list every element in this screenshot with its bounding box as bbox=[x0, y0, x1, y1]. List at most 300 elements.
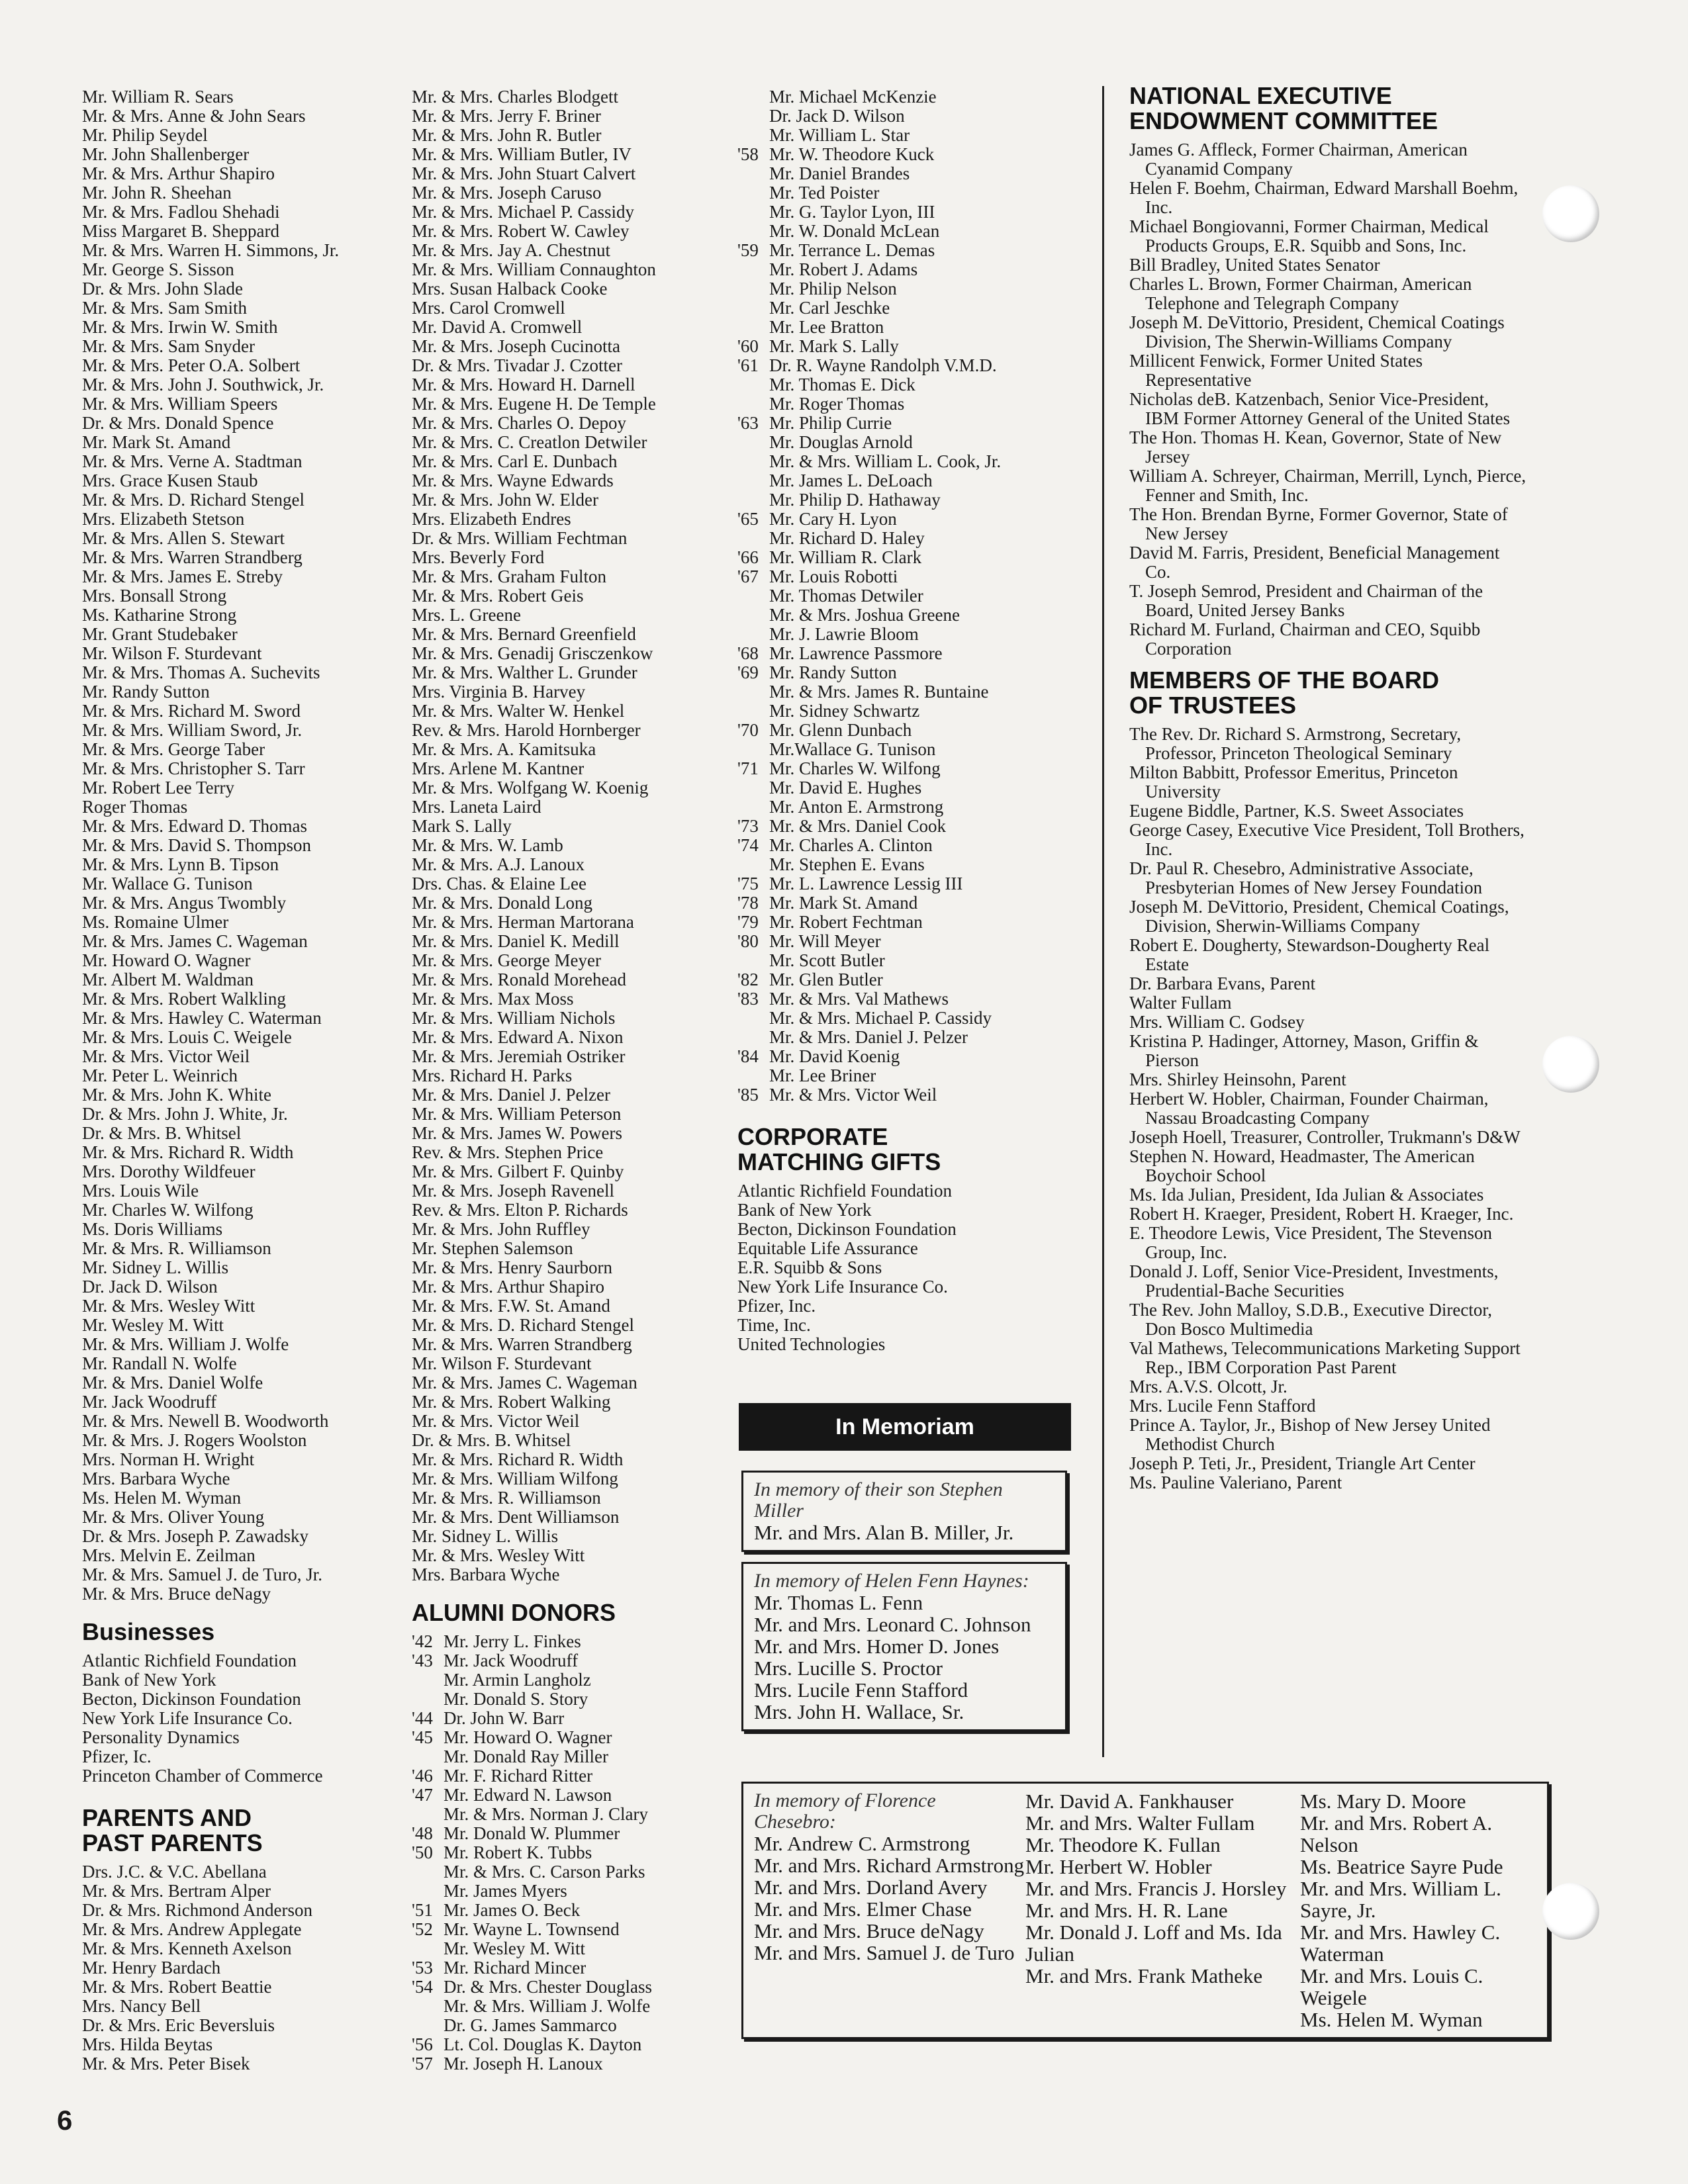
list-item: Mr. & Mrs. Charles Blodgett bbox=[412, 87, 618, 107]
alumni-item bbox=[737, 625, 1082, 644]
memorial-name: Mr. and Mrs. Dorland Avery bbox=[754, 1876, 988, 1899]
alumni-name: Mr. Robert Fechtman bbox=[769, 912, 923, 932]
list-item: Equitable Life Assurance bbox=[737, 1238, 918, 1258]
alumni-item bbox=[737, 817, 1082, 836]
memorial-name: Mr. and Mrs. Richard Armstrong bbox=[754, 1854, 1025, 1877]
memorial-name: Mr. and Mrs. Homer D. Jones bbox=[754, 1635, 1000, 1658]
list-item: Helen F. Boehm, Chairman, Edward Marshall Boehm, Inc. bbox=[1129, 178, 1519, 217]
memorial-names bbox=[754, 1522, 1055, 1543]
list-item: Mr. & Mrs. R. Williamson bbox=[412, 1488, 601, 1508]
alumni-name: Mr. & Mrs. James R. Buntaine bbox=[769, 682, 989, 702]
alumni-item bbox=[737, 893, 1082, 913]
class-year: '42 bbox=[412, 1631, 433, 1651]
alumni-name: Mr. Sidney Schwartz bbox=[769, 701, 920, 721]
list-item: Mr. & Mrs. Bernard Greenfield bbox=[412, 624, 636, 644]
list-item: Dr. & Mrs. John J. White, Jr. bbox=[82, 1104, 288, 1124]
alumni-name: Mr. Glen Butler bbox=[769, 970, 883, 989]
list-item: Robert E. Dougherty, Stewardson-Dougherty Real Estate bbox=[1129, 935, 1490, 974]
list-item: Mrs. Arlene M. Kantner bbox=[412, 758, 585, 778]
list-item: United Technologies bbox=[737, 1334, 886, 1354]
list-item: Dr. & Mrs. John Slade bbox=[82, 279, 243, 298]
list-item: Mr. Peter L. Weinrich bbox=[82, 1066, 238, 1085]
businesses-list bbox=[82, 1651, 400, 1786]
list-item: Mr. Albert M. Waldman bbox=[82, 970, 254, 989]
list-item: Becton, Dickinson Foundation bbox=[737, 1219, 957, 1239]
alumni-item bbox=[737, 836, 1082, 855]
list-item: Mrs. Elizabeth Stetson bbox=[82, 509, 245, 529]
alumni-item bbox=[737, 490, 1082, 510]
parents-heading bbox=[82, 1805, 400, 1856]
memorial-name: Mr. and Mrs. H. R. Lane bbox=[1025, 1899, 1228, 1922]
memorial-name: Mr. and Mrs. Francis J. Horsley bbox=[1025, 1877, 1287, 1900]
list-item: James G. Affleck, Former Chairman, American Cyanamid Company bbox=[1129, 140, 1468, 179]
list-item: Joseph Hoell, Treasurer, Controller, Trukmann's D&W bbox=[1129, 1127, 1521, 1147]
list-item: Mrs. Dorothy Wildfeuer bbox=[82, 1161, 256, 1181]
list-item: Mr. & Mrs. W. Lamb bbox=[412, 835, 563, 855]
list-item: Mr. & Mrs. Peter O.A. Solbert bbox=[82, 355, 301, 375]
parents-heading-line-1: PARENTS AND bbox=[82, 1804, 252, 1831]
memorial-names bbox=[1025, 1790, 1300, 2030]
alumni-name: Dr. R. Wayne Randolph V.M.D. bbox=[769, 355, 997, 375]
memorial-name: Mr. David A. Fankhauser bbox=[1025, 1790, 1234, 1813]
list-item: Mr. & Mrs. William Sword, Jr. bbox=[82, 720, 303, 740]
list-item: Mr. & Mrs. Bertram Alper bbox=[82, 1881, 271, 1901]
alumni-item bbox=[412, 1958, 729, 1978]
alumni-name: Mr. Stephen E. Evans bbox=[769, 854, 925, 874]
alumni-list bbox=[737, 87, 1082, 1105]
alumni-item bbox=[412, 1939, 729, 1958]
alumni-item bbox=[737, 740, 1082, 759]
list-item: Mrs. Melvin E. Zeilman bbox=[82, 1545, 256, 1565]
list-item: Charles L. Brown, Former Chairman, American Telephone and Telegraph Company bbox=[1129, 274, 1472, 313]
alumni-item bbox=[737, 241, 1082, 260]
list-item: Mrs. Hilda Beytas bbox=[82, 2034, 213, 2054]
list-item: Pfizer, Inc. bbox=[737, 1296, 816, 1316]
list-item: Walter Fullam bbox=[1129, 993, 1232, 1013]
nec-heading bbox=[1129, 83, 1526, 134]
alumni-name: Mr. David E. Hughes bbox=[769, 778, 922, 797]
list-item: Mr. & Mrs. Graham Fulton bbox=[412, 567, 606, 586]
alumni-item bbox=[737, 644, 1082, 663]
list-item: Mr. Grant Studebaker bbox=[82, 624, 238, 644]
class-year: '82 bbox=[737, 970, 759, 989]
class-year: '74 bbox=[737, 835, 759, 855]
alumni-name: Mr. Robert K. Tubbs bbox=[444, 1843, 592, 1862]
alumni-name: Mr. James L. DeLoach bbox=[769, 471, 933, 490]
alumni-item bbox=[737, 702, 1082, 721]
in-memoriam-title: In Memoriam bbox=[739, 1403, 1071, 1451]
list-item: E.R. Squibb & Sons bbox=[737, 1257, 882, 1277]
list-item: Mr. Philip Seydel bbox=[82, 125, 208, 145]
list-item: William A. Schreyer, Chairman, Merrill, Lynch, Pierce, Fenner and Smith, Inc. bbox=[1129, 466, 1526, 505]
list-item: Mr. & Mrs. Richard M. Sword bbox=[82, 701, 301, 721]
alumni-item bbox=[412, 1901, 729, 1920]
alumni-item bbox=[737, 759, 1082, 778]
list-item: Time, Inc. bbox=[737, 1315, 811, 1335]
column-1 bbox=[82, 87, 400, 2073]
memorial-name: Mr. and Mrs. William L. Sayre, Jr. bbox=[1300, 1877, 1501, 1922]
list-item: Mr. & Mrs. Edward A. Nixon bbox=[412, 1027, 624, 1047]
alumni-item bbox=[737, 145, 1082, 164]
alumni-name: Mr. Armin Langholz bbox=[444, 1670, 591, 1690]
class-year: '45 bbox=[412, 1727, 433, 1747]
alumni-item bbox=[412, 2035, 729, 2054]
parents-list bbox=[82, 1862, 400, 2073]
alumni-item bbox=[737, 87, 1082, 107]
list-item: Mr. & Mrs. John Stuart Calvert bbox=[412, 163, 636, 183]
memorial-col-a bbox=[754, 1790, 1025, 2030]
corporate-list bbox=[737, 1181, 1082, 1354]
list-item: Drs. J.C. & V.C. Abellana bbox=[82, 1862, 267, 1882]
alumni-name: Mr. Will Meyer bbox=[769, 931, 881, 951]
list-item: Mrs. Virginia B. Harvey bbox=[412, 682, 586, 702]
list-item: Mr. & Mrs. Victor Weil bbox=[412, 1411, 580, 1431]
board-heading bbox=[1129, 668, 1526, 718]
list-item: Mrs. Shirley Heinsohn, Parent bbox=[1129, 1069, 1346, 1089]
alumni-name: Mr. Howard O. Wagner bbox=[444, 1727, 612, 1747]
memorial-name: Mr. Thomas L. Fenn bbox=[754, 1591, 923, 1614]
list-item: Joseph P. Teti, Jr., President, Triangle Art Center bbox=[1129, 1453, 1476, 1473]
alumni-name: Mr. William L. Star bbox=[769, 125, 910, 145]
alumni-name: Dr. Jack D. Wilson bbox=[769, 106, 905, 126]
list-item: Mr. & Mrs. George Taber bbox=[82, 739, 265, 759]
list-item: Bank of New York bbox=[82, 1670, 216, 1690]
alumni-item bbox=[737, 279, 1082, 298]
alumni-item bbox=[737, 970, 1082, 989]
alumni-name: Mr. David Koenig bbox=[769, 1046, 900, 1066]
list-item: Rev. & Mrs. Stephen Price bbox=[412, 1142, 604, 1162]
list-item: Ms. Ida Julian, President, Ida Julian & Associates bbox=[1129, 1185, 1484, 1205]
alumni-name: Mr. Daniel Brandes bbox=[769, 163, 910, 183]
alumni-name: Mr. Carl Jeschke bbox=[769, 298, 890, 318]
alumni-item bbox=[737, 663, 1082, 682]
list-item: Mr. & Mrs. Sam Smith bbox=[82, 298, 248, 318]
list-item: Mr. & Mrs. Walther L. Grunder bbox=[412, 662, 637, 682]
alumni-name: Mr. Thomas Detwiler bbox=[769, 586, 923, 606]
list-item: Mr. Jack Woodruff bbox=[82, 1392, 217, 1412]
alumni-name: Mr. & Mrs. Norman J. Clary bbox=[444, 1804, 648, 1824]
list-item: Mr. & Mrs. Eugene H. De Temple bbox=[412, 394, 656, 414]
list-item: Mr. & Mrs. Edward D. Thomas bbox=[82, 816, 307, 836]
alumni-item bbox=[737, 1028, 1082, 1047]
memorial-intro: In memory of their son Stephen Miller bbox=[754, 1479, 1003, 1522]
list-item: Mr. & Mrs. Richard R. Width bbox=[82, 1142, 294, 1162]
memorial-name: Mrs. Lucile Fenn Stafford bbox=[754, 1678, 968, 1702]
list-item: Mr. & Mrs. Daniel J. Pelzer bbox=[412, 1085, 610, 1105]
alumni-name: Mr. Louis Robotti bbox=[769, 567, 898, 586]
alumni-item bbox=[737, 989, 1082, 1009]
class-year: '52 bbox=[412, 1919, 433, 1939]
alumni-name: Mr. J. Lawrie Bloom bbox=[769, 624, 919, 644]
alumni-item bbox=[737, 126, 1082, 145]
alumni-name: Mr. Wesley M. Witt bbox=[444, 1938, 585, 1958]
alumni-item bbox=[737, 414, 1082, 433]
alumni-item bbox=[737, 567, 1082, 586]
binder-hole-bottom bbox=[1542, 1883, 1599, 1940]
alumni-item bbox=[412, 1651, 729, 1670]
alumni-item bbox=[737, 1066, 1082, 1085]
binder-hole-middle bbox=[1542, 1036, 1599, 1093]
class-year: '46 bbox=[412, 1766, 433, 1786]
list-item: Mr. & Mrs. Henry Saurborn bbox=[412, 1257, 612, 1277]
alumni-name: Mr. Donald S. Story bbox=[444, 1689, 588, 1709]
memorial-name: Mr. and Mrs. Walter Fullam bbox=[1025, 1811, 1255, 1835]
list-item: Pfizer, Ic. bbox=[82, 1747, 152, 1766]
alumni-item bbox=[737, 203, 1082, 222]
alumni-item bbox=[412, 1843, 729, 1862]
list-item: Mr. & Mrs. Fadlou Shehadi bbox=[82, 202, 280, 222]
alumni-item bbox=[737, 529, 1082, 548]
list-item: Bank of New York bbox=[737, 1200, 872, 1220]
list-item: Mr. & Mrs. James E. Streby bbox=[82, 567, 283, 586]
donor-list bbox=[82, 87, 400, 1604]
list-item: Robert H. Kraeger, President, Robert H. Kraeger, Inc. bbox=[1129, 1204, 1514, 1224]
alumni-item bbox=[737, 778, 1082, 797]
list-item: Mr. & Mrs. A. Kamitsuka bbox=[412, 739, 596, 759]
alumni-item bbox=[737, 107, 1082, 126]
class-year: '58 bbox=[737, 144, 759, 164]
alumni-item bbox=[412, 2016, 729, 2035]
list-item: Herbert W. Hobler, Chairman, Founder Chairman, Nassau Broadcasting Company bbox=[1129, 1089, 1489, 1128]
list-item: Mr. & Mrs. George Meyer bbox=[412, 950, 601, 970]
list-item: Mr. Wilson F. Sturdevant bbox=[82, 643, 262, 663]
list-item: Ms. Doris Williams bbox=[82, 1219, 223, 1239]
alumni-item bbox=[412, 1632, 729, 1651]
list-item: Mrs. A.V.S. Olcott, Jr. bbox=[1129, 1377, 1288, 1396]
list-item: Mr. & Mrs. Carl E. Dunbach bbox=[412, 451, 618, 471]
alumni-name: Mr. Scott Butler bbox=[769, 950, 885, 970]
list-item: Mr. & Mrs. David S. Thompson bbox=[82, 835, 312, 855]
list-item: Mr. & Mrs. Oliver Young bbox=[82, 1507, 265, 1527]
alumni-name: Mr. Richard Mincer bbox=[444, 1958, 586, 1978]
list-item: Mr. John Shallenberger bbox=[82, 144, 250, 164]
column-divider bbox=[1102, 86, 1104, 1757]
parents-heading-line-2: PAST PARENTS bbox=[82, 1829, 263, 1856]
class-year: '71 bbox=[737, 758, 759, 778]
alumni-name: Mr. & Mrs. Val Mathews bbox=[769, 989, 949, 1009]
memorial-name: Mr. and Mrs. Louis C. Weigele bbox=[1300, 1964, 1483, 2009]
class-year: '68 bbox=[737, 643, 759, 663]
list-item: Joseph M. DeVittorio, President, Chemical Coatings Division, The Sherwin-Williams Company bbox=[1129, 312, 1505, 351]
list-item: Mr. & Mrs. Gilbert F. Quinby bbox=[412, 1161, 624, 1181]
list-item: Mrs. Barbara Wyche bbox=[412, 1565, 560, 1584]
memorial-box-chesebro bbox=[741, 1782, 1549, 2039]
alumni-name: Mr. Jerry L. Finkes bbox=[444, 1631, 581, 1651]
list-item: Mrs. Susan Halback Cooke bbox=[412, 279, 608, 298]
list-item: Mr. & Mrs. John Ruffley bbox=[412, 1219, 590, 1239]
alumni-item bbox=[737, 183, 1082, 203]
list-item: Mr. Robert Lee Terry bbox=[82, 778, 235, 797]
class-year: '75 bbox=[737, 874, 759, 893]
memorial-name: Ms. Helen M. Wyman bbox=[1300, 2008, 1483, 2031]
memorial-name: Mr. and Mrs. Bruce deNagy bbox=[754, 1919, 984, 1942]
list-item: Mr. Sidney L. Willis bbox=[412, 1526, 559, 1546]
memorial-name: Ms. Mary D. Moore bbox=[1300, 1790, 1466, 1813]
list-item: T. Joseph Semrod, President and Chairman of the Board, United Jersey Banks bbox=[1129, 581, 1483, 620]
board-heading-line-2: OF TRUSTEES bbox=[1129, 692, 1297, 719]
alumni-item bbox=[737, 586, 1082, 606]
memorial-name: Mr. Donald J. Loff and Ms. Ida Julian bbox=[1025, 1921, 1282, 1966]
list-item: Mr. & Mrs. Hawley C. Waterman bbox=[82, 1008, 322, 1028]
list-item: Mr. & Mrs. Walter W. Henkel bbox=[412, 701, 625, 721]
list-item: Mr. & Mrs. Charles O. Depoy bbox=[412, 413, 626, 433]
alumni-item bbox=[737, 721, 1082, 740]
list-item: Eugene Biddle, Partner, K.S. Sweet Associates bbox=[1129, 801, 1464, 821]
list-item: Joseph M. DeVittorio, President, Chemical Coatings, Division, Sherwin-Williams Company bbox=[1129, 897, 1509, 936]
list-item: Mr. John R. Sheehan bbox=[82, 183, 232, 203]
alumni-name: Mr. Mark S. Lally bbox=[769, 336, 899, 356]
list-item: Nicholas deB. Katzenbach, Senior Vice-President, IBM Former Attorney General of the United States bbox=[1129, 389, 1511, 428]
alumni-name: Mr. Thomas E. Dick bbox=[769, 375, 915, 394]
alumni-item bbox=[737, 606, 1082, 625]
list-item: Personality Dynamics bbox=[82, 1727, 240, 1747]
list-item: Mrs. Nancy Bell bbox=[82, 1996, 201, 2016]
alumni-item bbox=[737, 337, 1082, 356]
list-item: Ms. Katharine Strong bbox=[82, 605, 237, 625]
alumni-name: Mr. & Mrs. Daniel Cook bbox=[769, 816, 946, 836]
list-item: Milton Babbitt, Professor Emeritus, Princeton University bbox=[1129, 762, 1458, 801]
alumni-name: Mr. Donald Ray Miller bbox=[444, 1747, 608, 1766]
memorial-intro: In memory of Helen Fenn Haynes: bbox=[754, 1570, 1029, 1592]
alumni-name: Mr. & Mrs. C. Carson Parks bbox=[444, 1862, 645, 1882]
memorial-name: Mr. and Mrs. Leonard C. Johnson bbox=[754, 1613, 1031, 1636]
alumni-item bbox=[737, 452, 1082, 471]
alumni-item bbox=[412, 1709, 729, 1728]
alumni-name: Mr. Philip Nelson bbox=[769, 279, 897, 298]
list-item: Becton, Dickinson Foundation bbox=[82, 1689, 301, 1709]
list-item: Mr. Wilson F. Sturdevant bbox=[412, 1353, 592, 1373]
class-year: '73 bbox=[737, 816, 759, 836]
alumni-name: Mr. Mark St. Amand bbox=[769, 893, 918, 913]
list-item: Mr. Randall N. Wolfe bbox=[82, 1353, 237, 1373]
memorial-box-miller bbox=[741, 1471, 1067, 1552]
alumni-name: Mr. G. Taylor Lyon, III bbox=[769, 202, 935, 222]
alumni-name: Mr. Edward N. Lawson bbox=[444, 1785, 612, 1805]
list-item: Mr. William R. Sears bbox=[82, 87, 234, 107]
alumni-name: Mr. F. Richard Ritter bbox=[444, 1766, 593, 1786]
alumni-name: Mr. Joseph H. Lanoux bbox=[444, 2054, 603, 2073]
list-item: George Casey, Executive Vice President, Toll Brothers, Inc. bbox=[1129, 820, 1524, 859]
list-item: Dr. & Mrs. Joseph P. Zawadsky bbox=[82, 1526, 308, 1546]
list-item: Mr. Howard O. Wagner bbox=[82, 950, 251, 970]
list-item: Mr. & Mrs. Daniel K. Medill bbox=[412, 931, 620, 951]
memorial-names bbox=[1300, 1790, 1535, 2030]
list-item: Mr. & Mrs. Joseph Cucinotta bbox=[412, 336, 620, 356]
alumni-name: Mr. W. Theodore Kuck bbox=[769, 144, 935, 164]
corporate-heading-line-2: MATCHING GIFTS bbox=[737, 1148, 941, 1175]
memorial-name: Mr. Herbert W. Hobler bbox=[1025, 1855, 1212, 1878]
class-year: '50 bbox=[412, 1843, 433, 1862]
list-item: David M. Farris, President, Beneficial Management Co. bbox=[1129, 543, 1500, 582]
list-item: Dr. & Mrs. B. Whitsel bbox=[82, 1123, 242, 1143]
list-item: Mr. & Mrs. Warren H. Simmons, Jr. bbox=[82, 240, 340, 260]
alumni-item bbox=[737, 682, 1082, 702]
alumni-name: Mr. L. Lawrence Lessig III bbox=[769, 874, 963, 893]
list-item: Dr. & Mrs. William Fechtman bbox=[412, 528, 628, 548]
class-year: '60 bbox=[737, 336, 759, 356]
list-item: Stephen N. Howard, Headmaster, The American Boychoir School bbox=[1129, 1146, 1475, 1185]
list-item: Rev. & Mrs. Harold Hornberger bbox=[412, 720, 641, 740]
list-item: Millicent Fenwick, Former United States Representative bbox=[1129, 351, 1423, 390]
list-item: Mr. Stephen Salemson bbox=[412, 1238, 573, 1258]
list-item: Mr. & Mrs. Lynn B. Tipson bbox=[82, 854, 279, 874]
list-item: Mr. & Mrs. Thomas A. Suchevits bbox=[82, 662, 320, 682]
list-item: Mrs. Grace Kusen Staub bbox=[82, 471, 258, 490]
list-item: Mrs. Bonsall Strong bbox=[82, 586, 227, 606]
list-item: Mr. & Mrs. James C. Wageman bbox=[82, 931, 308, 951]
memorial-name: Mr. Andrew C. Armstrong bbox=[754, 1832, 970, 1855]
list-item: New York Life Insurance Co. bbox=[737, 1277, 948, 1297]
class-year: '78 bbox=[737, 893, 759, 913]
alumni-name: Dr. John W. Barr bbox=[444, 1708, 565, 1728]
page-number: 6 bbox=[57, 2105, 73, 2136]
list-item: Mr. & Mrs. William Butler, IV bbox=[412, 144, 632, 164]
alumni-item bbox=[412, 1997, 729, 2016]
alumni-name: Mr. Roger Thomas bbox=[769, 394, 905, 414]
alumni-donors-heading: ALUMNI DONORS bbox=[412, 1599, 616, 1626]
alumni-item bbox=[412, 1978, 729, 1997]
class-year: '63 bbox=[737, 413, 759, 433]
list-item: Mr. & Mrs. Max Moss bbox=[412, 989, 574, 1009]
list-item: Dr. & Mrs. Donald Spence bbox=[82, 413, 274, 433]
list-item: Ms. Pauline Valeriano, Parent bbox=[1129, 1473, 1342, 1492]
list-item: Mr. Henry Bardach bbox=[82, 1958, 221, 1978]
alumni-item bbox=[737, 356, 1082, 375]
alumni-name: Mr. Ted Poister bbox=[769, 183, 880, 203]
nec-heading-line-2: ENDOWMENT COMMITTEE bbox=[1129, 107, 1438, 134]
list-item: Mr. & Mrs. R. Williamson bbox=[82, 1238, 271, 1258]
alumni-name: Mr. Philip D. Hathaway bbox=[769, 490, 941, 510]
column-2 bbox=[412, 87, 729, 2073]
alumni-name: Mr. Glenn Dunbach bbox=[769, 720, 912, 740]
list-item: Mrs. Lucile Fenn Stafford bbox=[1129, 1396, 1316, 1416]
list-item: Mr. & Mrs. F.W. St. Amand bbox=[412, 1296, 610, 1316]
list-item: Mr. & Mrs. Wolfgang W. Koenig bbox=[412, 778, 649, 797]
alumni-name: Mr.Wallace G. Tunison bbox=[769, 739, 936, 759]
committee-list bbox=[1129, 140, 1526, 659]
alumni-item bbox=[737, 548, 1082, 567]
column-3 bbox=[737, 87, 1082, 1354]
alumni-name: Mr. William R. Clark bbox=[769, 547, 922, 567]
list-item: Drs. Chas. & Elaine Lee bbox=[412, 874, 586, 893]
list-item: Mr. & Mrs. Dent Williamson bbox=[412, 1507, 620, 1527]
list-item: Mr. & Mrs. Angus Twombly bbox=[82, 893, 287, 913]
alumni-name: Mr. James Myers bbox=[444, 1881, 567, 1901]
alumni-item bbox=[412, 1862, 729, 1882]
memorial-intro: In memory of Florence Chesebro: bbox=[754, 1790, 936, 1833]
list-item: Mr. & Mrs. Michael P. Cassidy bbox=[412, 202, 635, 222]
alumni-name: Mr. Charles A. Clinton bbox=[769, 835, 933, 855]
alumni-name: Mr. & Mrs. Victor Weil bbox=[769, 1085, 937, 1105]
alumni-item bbox=[737, 260, 1082, 279]
list-item: Mr. & Mrs. Richard R. Width bbox=[412, 1449, 624, 1469]
list-item: Dr. Barbara Evans, Parent bbox=[1129, 974, 1316, 993]
alumni-item bbox=[737, 932, 1082, 951]
memorial-name: Mrs. Lucille S. Proctor bbox=[754, 1657, 943, 1680]
alumni-name: Mr. James O. Beck bbox=[444, 1900, 581, 1920]
list-item: Ms. Romaine Ulmer bbox=[82, 912, 229, 932]
alumni-name: Mr. Philip Currie bbox=[769, 413, 892, 433]
list-item: Mr. & Mrs. Genadij Grisczenkow bbox=[412, 643, 653, 663]
alumni-item bbox=[737, 433, 1082, 452]
list-item: The Hon. Thomas H. Kean, Governor, State of New Jersey bbox=[1129, 428, 1502, 467]
alumni-name: Mr. Lee Briner bbox=[769, 1066, 876, 1085]
list-item: Mr. & Mrs. Daniel Wolfe bbox=[82, 1373, 263, 1392]
memorial-names bbox=[754, 1833, 1025, 1964]
list-item: Mr. & Mrs. John W. Elder bbox=[412, 490, 599, 510]
alumni-item bbox=[737, 164, 1082, 183]
list-item: Mr. & Mrs. C. Creatlon Detwiler bbox=[412, 432, 647, 452]
